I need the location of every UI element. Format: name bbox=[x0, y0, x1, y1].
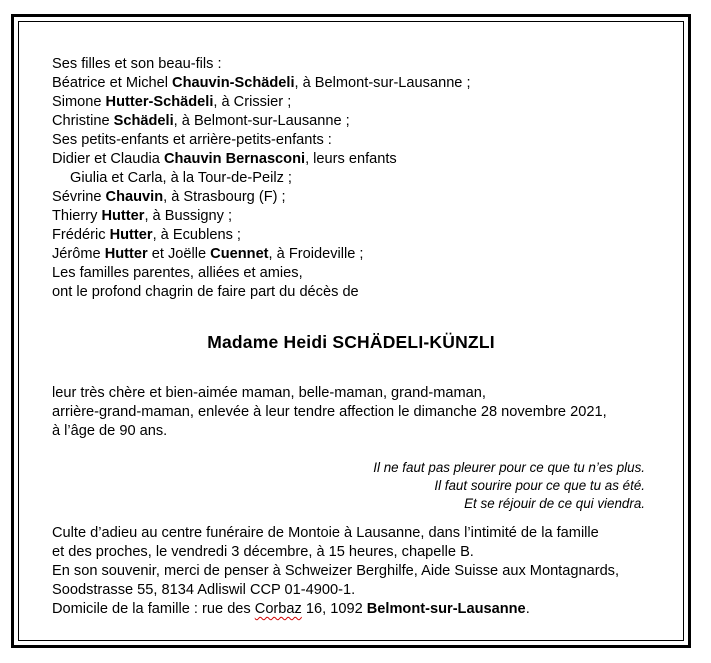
spellcheck-word: Corbaz bbox=[254, 601, 302, 617]
deceased-name: Madame Heidi SCHÄDELI-KÜNZLI bbox=[207, 332, 495, 352]
family-line-13: ont le profond chagrin de faire part du décès de bbox=[52, 284, 359, 300]
family-line-11: Jérôme Hutter et Joëlle Cuennet, à Froideville ; bbox=[52, 246, 364, 262]
family-address: Domicile de la famille : rue des Corbaz 16, 1092 Belmont-sur-Lausanne. bbox=[52, 601, 530, 617]
tribute-line-2: arrière-grand-maman, enlevée à leur tendre affection le dimanche 28 novembre 2021, bbox=[52, 404, 607, 420]
poem-line-2: Il faut sourire pour ce que tu as été. bbox=[434, 478, 645, 493]
family-line-2: Béatrice et Michel Chauvin-Schädeli, à Belmont-sur-Lausanne ; bbox=[52, 75, 471, 91]
family-line-8: Sévrine Chauvin, à Strasbourg (F) ; bbox=[52, 189, 286, 205]
family-line-12: Les familles parentes, alliées et amies, bbox=[52, 265, 303, 281]
family-line-10: Frédéric Hutter, à Ecublens ; bbox=[52, 227, 241, 243]
poem-line-1: Il ne faut pas pleurer pour ce que tu n’es plus. bbox=[373, 460, 645, 475]
family-line-6: Didier et Claudia Chauvin Bernasconi, leurs enfants bbox=[52, 151, 397, 167]
notice-frame bbox=[11, 14, 691, 648]
family-line-5: Ses petits-enfants et arrière-petits-enfants : bbox=[52, 132, 332, 148]
ceremony-line-1: Culte d’adieu au centre funéraire de Montoie à Lausanne, dans l’intimité de la famille bbox=[52, 525, 599, 541]
family-line-3: Simone Hutter-Schädeli, à Crissier ; bbox=[52, 94, 292, 110]
family-line-7: Giulia et Carla, à la Tour-de-Peilz ; bbox=[70, 170, 292, 186]
family-line-9: Thierry Hutter, à Bussigny ; bbox=[52, 208, 233, 224]
ceremony-line-3: En son souvenir, merci de penser à Schweizer Berghilfe, Aide Suisse aux Montagnards, bbox=[52, 563, 620, 579]
poem-line-3: Et se réjouir de ce qui viendra. bbox=[464, 496, 645, 511]
family-line-1: Ses filles et son beau-fils : bbox=[52, 56, 222, 72]
notice-inner-border bbox=[18, 21, 684, 641]
tribute-line-1: leur très chère et bien-aimée maman, belle-maman, grand-maman, bbox=[52, 385, 486, 401]
ceremony-line-4: Soodstrasse 55, 8134 Adliswil CCP 01-4900-1. bbox=[52, 582, 356, 598]
family-line-4: Christine Schädeli, à Belmont-sur-Lausanne ; bbox=[52, 113, 350, 129]
tribute-line-3: à l’âge de 90 ans. bbox=[52, 423, 168, 439]
ceremony-line-2: et des proches, le vendredi 3 décembre, à 15 heures, chapelle B. bbox=[52, 544, 474, 560]
